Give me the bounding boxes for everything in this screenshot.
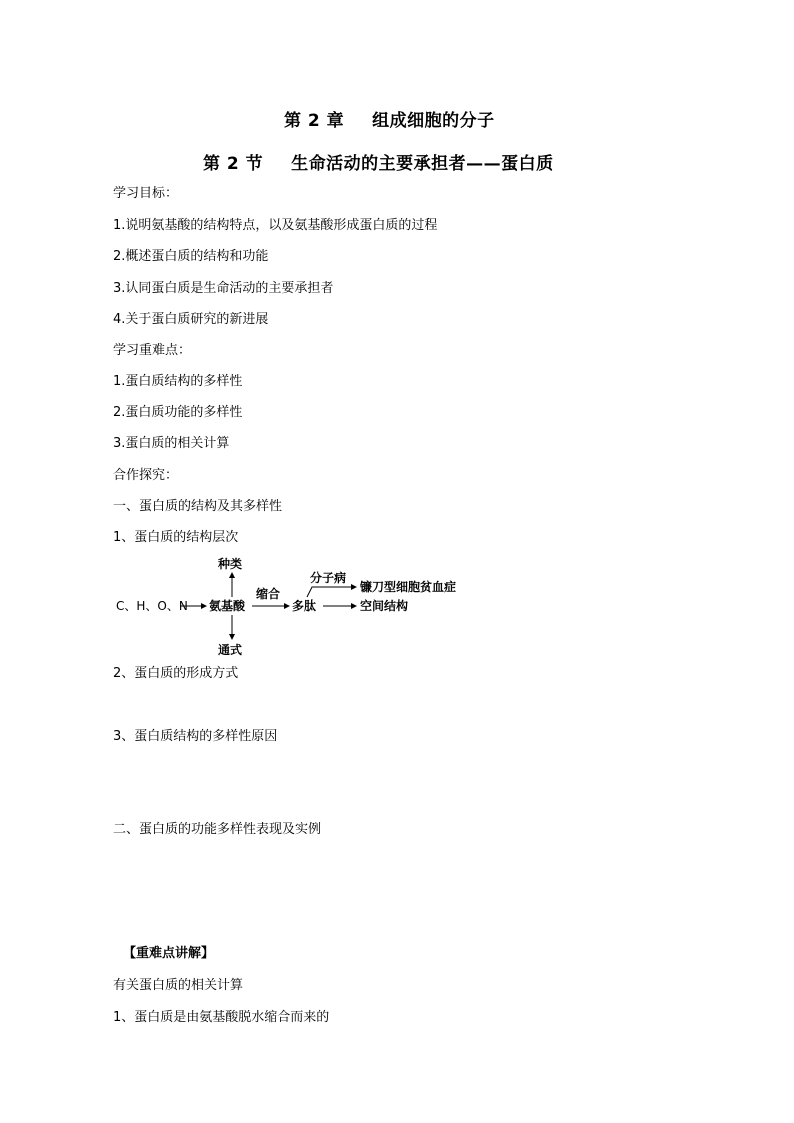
chapter-name: 组成细胞的分子	[372, 111, 495, 131]
diagram-polypeptide: 多肽	[292, 599, 317, 613]
key-point-item: 1.蛋白质结构的多样性	[113, 374, 243, 389]
goal-item: 4.关于蛋白质研究的新进展	[113, 312, 269, 327]
lecture-point: 1、蛋白质是由氨基酸脱水缩合而来的	[113, 1010, 330, 1025]
chapter-number: 第 2 章	[284, 111, 345, 131]
diagram-sickle-cell: 镰刀型细胞贫血症	[360, 580, 457, 594]
arrowhead	[201, 603, 207, 609]
sub1-heading: 1、蛋白质的结构层次	[113, 530, 239, 545]
key-points-heading: 学习重难点：	[113, 343, 192, 358]
sub3-heading: 3、蛋白质结构的多样性原因	[113, 729, 278, 744]
diagram-kinds: 种类	[218, 557, 243, 571]
diagram-spatial-structure: 空间结构	[360, 599, 409, 613]
section-number: 第 2 节	[203, 154, 264, 174]
diagram-disease: 分子病	[310, 571, 347, 585]
key-point-item: 3.蛋白质的相关计算	[113, 436, 230, 451]
part1-heading: 一、蛋白质的结构及其多样性	[113, 499, 283, 514]
lecture-topic: 有关蛋白质的相关计算	[113, 978, 244, 993]
lecture-heading: 【重难点讲解】	[123, 946, 215, 961]
section-name: 生命活动的主要承担者——蛋白质	[291, 154, 554, 174]
arrowhead	[284, 603, 290, 609]
goals-heading: 学习目标：	[113, 186, 179, 201]
part2-heading: 二、蛋白质的功能多样性表现及实例	[113, 822, 322, 837]
sub2-heading: 2、蛋白质的形成方式	[113, 666, 239, 681]
goal-item: 3.认同蛋白质是生命活动的主要承担者	[113, 281, 334, 296]
diagram-amino-acid: 氨基酸	[209, 599, 246, 613]
arrowhead	[351, 584, 357, 590]
arrow-to-disease	[307, 587, 354, 597]
structure-hierarchy-diagram	[112, 553, 482, 659]
chapter-title	[284, 106, 495, 131]
goal-item: 1.说明氨基酸的结构特点，以及氨基酸形成蛋白质的过程	[113, 218, 438, 233]
explore-heading: 合作探究：	[113, 468, 179, 483]
arrowhead	[229, 572, 235, 578]
arrowhead	[229, 634, 235, 640]
arrowhead	[351, 603, 357, 609]
section-title	[203, 149, 554, 174]
diagram-condensation: 缩合	[256, 587, 281, 601]
key-point-item: 2.蛋白质功能的多样性	[113, 405, 243, 420]
diagram-formula: 通式	[218, 643, 243, 657]
diagram-elements: C、H、O、N	[116, 599, 188, 613]
goal-item: 2.概述蛋白质的结构和功能	[113, 249, 269, 264]
